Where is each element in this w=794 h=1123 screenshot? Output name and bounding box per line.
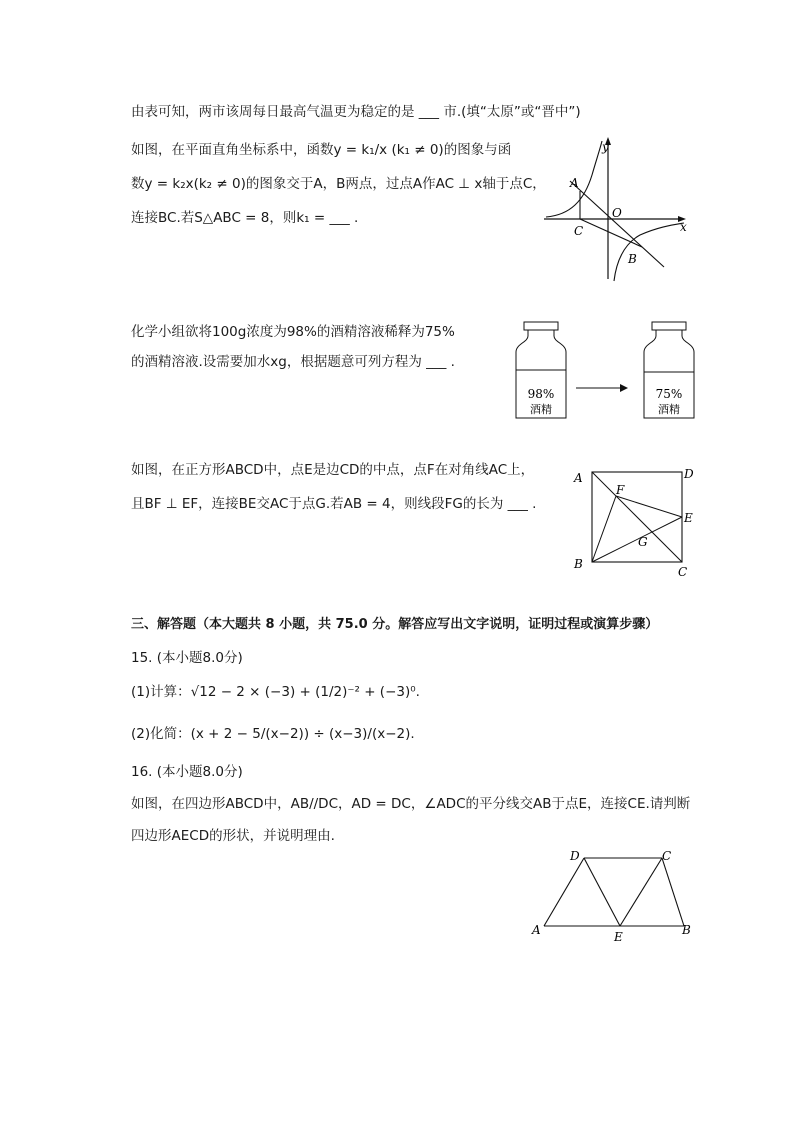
q16-label-e: E bbox=[614, 930, 623, 942]
bottle2-percent: 75% bbox=[655, 387, 683, 401]
q15-part2: (2)化简：(x + 2 − 5/(x−2)) ÷ (x−3)/(x−2). bbox=[131, 726, 415, 742]
q12-line2: 数y = k₂x(k₂ ≠ 0)的图象交于A，B两点，过点A作AC ⊥ x轴于点C， bbox=[131, 176, 546, 192]
q16-label-a: A bbox=[532, 923, 541, 937]
q16-line1: 如图，在四边形ABCD中，AB//DC，AD = DC，∠ADC的平分线交AB于点E，连接CE.请判断 bbox=[131, 796, 691, 812]
bottle1-percent: 98% bbox=[527, 387, 555, 401]
bottle2-name: 酒精 bbox=[658, 403, 680, 416]
q16-label-d: D bbox=[570, 849, 580, 863]
q14-label-e: E bbox=[684, 511, 693, 525]
q16-label-c: C bbox=[662, 849, 672, 863]
q14-label-b: B bbox=[574, 557, 583, 571]
q14-label-c: C bbox=[678, 565, 688, 579]
q16-header: 16. (本小题8.0分) bbox=[131, 764, 243, 780]
q16-line2: 四边形AECD的形状，并说明理由. bbox=[131, 828, 335, 844]
q15-part1: (1)计算：√12 − 2 × (−3) + (1/2)⁻² + (−3)⁰. bbox=[131, 684, 420, 700]
q12-label-o: O bbox=[612, 206, 622, 220]
q14-label-d: D bbox=[684, 467, 694, 481]
q16-label-b: B bbox=[682, 923, 691, 937]
intro-line: 由表可知，两市该周每日最高气温更为稳定的是 ___ 市.(填“太原”或“晋中”) bbox=[131, 104, 581, 120]
q13-line1: 化学小组欲将100g浓度为98%的酒精溶液稀释为75% bbox=[131, 324, 455, 340]
q12-label-y: y bbox=[602, 140, 609, 154]
q13-figure bbox=[510, 318, 700, 424]
q12-line3: 连接BC.若S△ABC = 8，则k₁ = ___ . bbox=[131, 210, 359, 226]
q14-line1: 如图，在正方形ABCD中，点E是边CD的中点，点F在对角线AC上， bbox=[131, 462, 535, 478]
q12-line1: 如图，在平面直角坐标系中，函数y = k₁/x (k₁ ≠ 0)的图象与函 bbox=[131, 142, 512, 158]
q14-line2: 且BF ⊥ EF，连接BE交AC于点G.若AB = 4，则线段FG的长为 ___ . bbox=[131, 496, 537, 512]
q12-figure bbox=[540, 135, 700, 285]
q12-label-a: A bbox=[570, 176, 579, 190]
q15-header: 15. (本小题8.0分) bbox=[131, 650, 243, 666]
bottle1-name: 酒精 bbox=[530, 403, 552, 416]
q12-label-x: x bbox=[680, 220, 687, 234]
q14-figure bbox=[568, 462, 698, 580]
q14-label-g: G bbox=[638, 535, 648, 549]
q13-line2: 的酒精溶液.设需要加水xg，根据题意可列方程为 ___ . bbox=[131, 354, 455, 370]
q14-label-a: A bbox=[574, 471, 583, 485]
q16-figure bbox=[528, 846, 698, 942]
q14-label-f: F bbox=[616, 483, 625, 497]
q12-label-b: B bbox=[628, 252, 637, 266]
q12-label-c: C bbox=[574, 224, 584, 238]
section3-heading: 三、解答题（本大题共 8 小题，共 75.0 分。解答应写出文字说明，证明过程或演算步骤） bbox=[131, 617, 659, 632]
